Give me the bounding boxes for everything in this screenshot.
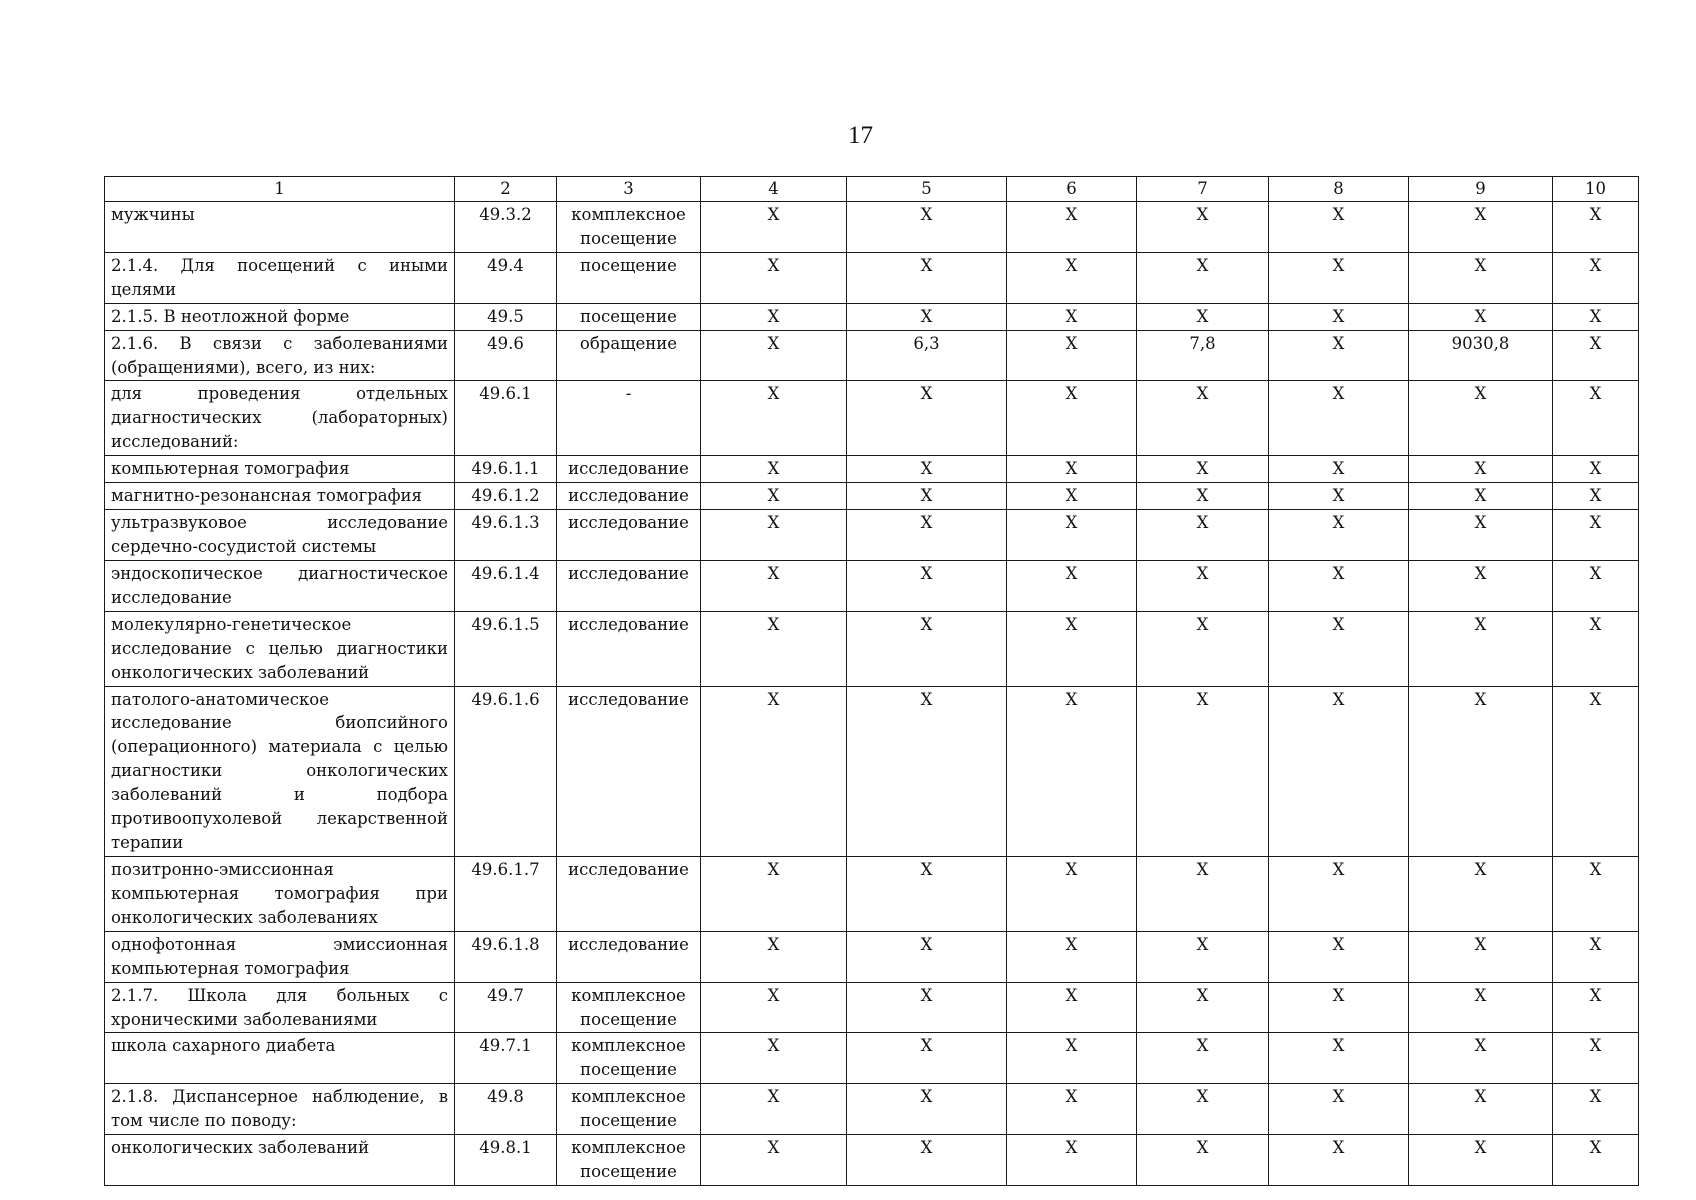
row-value-cell: Х	[1409, 931, 1553, 982]
row-code-cell: 49.6.1.4	[455, 560, 557, 611]
table-row	[105, 483, 1639, 510]
row-value-cell: Х	[1409, 982, 1553, 1033]
row-value-cell: Х	[847, 931, 1007, 982]
row-value-cell: Х	[1137, 560, 1269, 611]
col-header-2: 2	[455, 177, 557, 202]
row-name-cell: эндоскопическое диагностическое исследование	[105, 560, 455, 611]
row-value-cell: Х	[1137, 982, 1269, 1033]
row-value-cell: Х	[1269, 202, 1409, 253]
row-value-cell: Х	[1269, 982, 1409, 1033]
row-code-cell: 49.6.1.6	[455, 686, 557, 856]
row-value-cell: Х	[1007, 456, 1137, 483]
row-code-cell: 49.7.1	[455, 1033, 557, 1084]
row-value-cell: Х	[1007, 252, 1137, 303]
row-value-cell: Х	[1553, 686, 1639, 856]
row-value-cell: Х	[701, 510, 847, 561]
row-value-cell: Х	[1269, 1135, 1409, 1186]
row-value-cell: Х	[1137, 202, 1269, 253]
row-value-cell: Х	[847, 456, 1007, 483]
row-code-cell: 49.6.1.5	[455, 611, 557, 686]
row-name-cell: 2.1.6. В связи с заболеваниями (обращениями), всего, из них:	[105, 330, 455, 381]
table-row	[105, 856, 1639, 931]
row-value-cell: Х	[1409, 202, 1553, 253]
row-value-cell: Х	[701, 856, 847, 931]
row-code-cell: 49.6.1.7	[455, 856, 557, 931]
row-value-cell: Х	[1137, 303, 1269, 330]
table-row	[105, 381, 1639, 456]
row-name-cell: школа сахарного диабета	[105, 1033, 455, 1084]
row-value-cell: Х	[1409, 483, 1553, 510]
row-unit-cell: обращение	[557, 330, 701, 381]
row-value-cell: Х	[847, 560, 1007, 611]
row-value-cell: Х	[1409, 560, 1553, 611]
row-value-cell: Х	[847, 1135, 1007, 1186]
row-value-cell: Х	[1269, 686, 1409, 856]
row-value-cell: Х	[1269, 330, 1409, 381]
row-value-cell: Х	[1137, 252, 1269, 303]
col-header-1: 1	[105, 177, 455, 202]
row-value-cell: Х	[1007, 381, 1137, 456]
row-value-cell: Х	[1553, 1033, 1639, 1084]
row-value-cell: Х	[1409, 510, 1553, 561]
table-row	[105, 303, 1639, 330]
row-code-cell: 49.5	[455, 303, 557, 330]
row-value-cell: Х	[847, 303, 1007, 330]
row-value-cell: Х	[1007, 202, 1137, 253]
row-value-cell: Х	[701, 931, 847, 982]
col-header-4: 4	[701, 177, 847, 202]
row-value-cell: Х	[847, 686, 1007, 856]
row-code-cell: 49.4	[455, 252, 557, 303]
table-row	[105, 686, 1639, 856]
row-value-cell: Х	[1137, 1084, 1269, 1135]
row-value-cell: Х	[701, 330, 847, 381]
header-row	[105, 177, 1639, 202]
row-value-cell: Х	[847, 252, 1007, 303]
row-value-cell: Х	[1409, 856, 1553, 931]
row-value-cell: Х	[1269, 483, 1409, 510]
row-unit-cell: исследование	[557, 456, 701, 483]
row-name-cell: онкологических заболеваний	[105, 1135, 455, 1186]
row-value-cell: Х	[847, 1084, 1007, 1135]
row-unit-cell: комплексное посещение	[557, 1084, 701, 1135]
page-number: 17	[848, 122, 873, 149]
table-header	[105, 177, 1639, 202]
row-unit-cell: комплексное посещение	[557, 982, 701, 1033]
row-value-cell: Х	[1553, 483, 1639, 510]
row-unit-cell: исследование	[557, 510, 701, 561]
row-value-cell: Х	[1409, 456, 1553, 483]
row-value-cell: Х	[1553, 510, 1639, 561]
row-value-cell: Х	[1553, 611, 1639, 686]
row-value-cell: Х	[1553, 1084, 1639, 1135]
row-value-cell: Х	[1269, 1033, 1409, 1084]
row-value-cell: Х	[847, 202, 1007, 253]
row-name-cell: однофотонная эмиссионная компьютерная томография	[105, 931, 455, 982]
table-row	[105, 931, 1639, 982]
row-code-cell: 49.6.1.3	[455, 510, 557, 561]
row-value-cell: Х	[1553, 330, 1639, 381]
row-value-cell: Х	[847, 483, 1007, 510]
row-value-cell: Х	[1553, 252, 1639, 303]
row-value-cell: Х	[847, 381, 1007, 456]
row-value-cell: Х	[701, 303, 847, 330]
row-unit-cell: комплексное посещение	[557, 1135, 701, 1186]
row-unit-cell: -	[557, 381, 701, 456]
row-value-cell: Х	[1137, 381, 1269, 456]
row-value-cell: Х	[1007, 330, 1137, 381]
row-value-cell: Х	[1137, 456, 1269, 483]
row-value-cell: Х	[1553, 982, 1639, 1033]
row-value-cell: Х	[1553, 303, 1639, 330]
row-value-cell: Х	[1137, 856, 1269, 931]
row-value-cell: Х	[1137, 483, 1269, 510]
row-unit-cell: комплексное посещение	[557, 1033, 701, 1084]
row-code-cell: 49.6.1	[455, 381, 557, 456]
row-value-cell: Х	[1007, 856, 1137, 931]
row-value-cell: Х	[701, 686, 847, 856]
row-value-cell: Х	[1137, 1135, 1269, 1186]
row-unit-cell: посещение	[557, 252, 701, 303]
row-unit-cell: исследование	[557, 931, 701, 982]
row-value-cell: 9030,8	[1409, 330, 1553, 381]
row-value-cell: Х	[1137, 611, 1269, 686]
col-header-6: 6	[1007, 177, 1137, 202]
row-code-cell: 49.6.1.1	[455, 456, 557, 483]
row-value-cell: Х	[1409, 1084, 1553, 1135]
row-value-cell: Х	[1269, 303, 1409, 330]
row-value-cell: Х	[701, 560, 847, 611]
table-row	[105, 560, 1639, 611]
row-value-cell: Х	[701, 483, 847, 510]
row-value-cell: Х	[1007, 303, 1137, 330]
table-row	[105, 330, 1639, 381]
row-name-cell: для проведения отдельных диагностических (лабораторных) исследований:	[105, 381, 455, 456]
table-row	[105, 510, 1639, 561]
row-code-cell: 49.6.1.8	[455, 931, 557, 982]
row-name-cell: мужчины	[105, 202, 455, 253]
row-value-cell: Х	[1269, 456, 1409, 483]
row-name-cell: ультразвуковое исследование сердечно-сосудистой системы	[105, 510, 455, 561]
row-unit-cell: исследование	[557, 483, 701, 510]
row-name-cell: 2.1.8. Диспансерное наблюдение, в том числе по поводу:	[105, 1084, 455, 1135]
row-value-cell: Х	[701, 456, 847, 483]
row-name-cell: 2.1.5. В неотложной форме	[105, 303, 455, 330]
row-value-cell: Х	[1269, 560, 1409, 611]
row-value-cell: Х	[1409, 1135, 1553, 1186]
row-value-cell: Х	[1007, 1084, 1137, 1135]
row-code-cell: 49.6.1.2	[455, 483, 557, 510]
row-value-cell: Х	[1553, 560, 1639, 611]
row-value-cell: Х	[1553, 381, 1639, 456]
row-name-cell: 2.1.7. Школа для больных с хроническими заболеваниями	[105, 982, 455, 1033]
row-value-cell: 6,3	[847, 330, 1007, 381]
row-unit-cell: посещение	[557, 303, 701, 330]
table-row	[105, 252, 1639, 303]
row-value-cell: Х	[1409, 1033, 1553, 1084]
row-value-cell: Х	[1269, 252, 1409, 303]
row-value-cell: Х	[1269, 931, 1409, 982]
row-value-cell: Х	[1553, 1135, 1639, 1186]
row-value-cell: Х	[1269, 1084, 1409, 1135]
row-name-cell: патолого-анатомическое исследование биопсийного (операционного) материала с целью диагностики онкологических заболеваний и подбора противоопухолевой лекарственной терапии	[105, 686, 455, 856]
row-value-cell: Х	[847, 856, 1007, 931]
row-unit-cell: комплексное посещение	[557, 202, 701, 253]
row-name-cell: компьютерная томография	[105, 456, 455, 483]
row-value-cell: Х	[1409, 611, 1553, 686]
row-value-cell: Х	[847, 982, 1007, 1033]
row-value-cell: 7,8	[1137, 330, 1269, 381]
col-header-3: 3	[557, 177, 701, 202]
row-code-cell: 49.3.2	[455, 202, 557, 253]
row-code-cell: 49.7	[455, 982, 557, 1033]
table-row	[105, 456, 1639, 483]
row-value-cell: Х	[1137, 931, 1269, 982]
row-code-cell: 49.8.1	[455, 1135, 557, 1186]
row-value-cell: Х	[1553, 456, 1639, 483]
col-header-7: 7	[1137, 177, 1269, 202]
row-value-cell: Х	[1409, 252, 1553, 303]
table-row	[105, 611, 1639, 686]
row-value-cell: Х	[1137, 510, 1269, 561]
row-value-cell: Х	[1007, 483, 1137, 510]
table-row	[105, 1135, 1639, 1186]
row-value-cell: Х	[1553, 202, 1639, 253]
row-value-cell: Х	[1269, 381, 1409, 456]
row-unit-cell: исследование	[557, 560, 701, 611]
table-row	[105, 1033, 1639, 1084]
row-value-cell: Х	[1137, 1033, 1269, 1084]
row-value-cell: Х	[701, 1033, 847, 1084]
row-value-cell: Х	[847, 611, 1007, 686]
row-value-cell: Х	[847, 1033, 1007, 1084]
row-value-cell: Х	[1007, 611, 1137, 686]
row-value-cell: Х	[701, 252, 847, 303]
row-value-cell: Х	[1269, 856, 1409, 931]
row-value-cell: Х	[1553, 856, 1639, 931]
row-unit-cell: исследование	[557, 856, 701, 931]
row-value-cell: Х	[1007, 510, 1137, 561]
col-header-8: 8	[1269, 177, 1409, 202]
table-row	[105, 982, 1639, 1033]
row-value-cell: Х	[701, 381, 847, 456]
data-table	[104, 176, 1639, 1186]
row-unit-cell: исследование	[557, 686, 701, 856]
row-name-cell: 2.1.4. Для посещений с иными целями	[105, 252, 455, 303]
row-value-cell: Х	[1269, 611, 1409, 686]
col-header-5: 5	[847, 177, 1007, 202]
row-value-cell: Х	[1409, 381, 1553, 456]
table-row	[105, 202, 1639, 253]
row-value-cell: Х	[1007, 1135, 1137, 1186]
row-value-cell: Х	[1269, 510, 1409, 561]
row-value-cell: Х	[701, 1135, 847, 1186]
row-code-cell: 49.8	[455, 1084, 557, 1135]
row-value-cell: Х	[1007, 931, 1137, 982]
row-value-cell: Х	[701, 982, 847, 1033]
row-value-cell: Х	[1007, 1033, 1137, 1084]
col-header-10: 10	[1553, 177, 1639, 202]
row-name-cell: молекулярно-генетическое исследование с целью диагностики онкологических заболеваний	[105, 611, 455, 686]
table-body	[105, 202, 1639, 1186]
row-value-cell: Х	[1007, 560, 1137, 611]
row-name-cell: магнитно-резонансная томография	[105, 483, 455, 510]
row-value-cell: Х	[1137, 686, 1269, 856]
table-row	[105, 1084, 1639, 1135]
row-value-cell: Х	[701, 611, 847, 686]
row-value-cell: Х	[701, 1084, 847, 1135]
col-header-9: 9	[1409, 177, 1553, 202]
row-value-cell: Х	[1409, 303, 1553, 330]
row-value-cell: Х	[701, 202, 847, 253]
row-value-cell: Х	[1553, 931, 1639, 982]
row-name-cell: позитронно-эмиссионная компьютерная томография при онкологических заболеваниях	[105, 856, 455, 931]
row-code-cell: 49.6	[455, 330, 557, 381]
row-value-cell: Х	[1007, 686, 1137, 856]
row-unit-cell: исследование	[557, 611, 701, 686]
row-value-cell: Х	[1007, 982, 1137, 1033]
row-value-cell: Х	[1409, 686, 1553, 856]
row-value-cell: Х	[847, 510, 1007, 561]
